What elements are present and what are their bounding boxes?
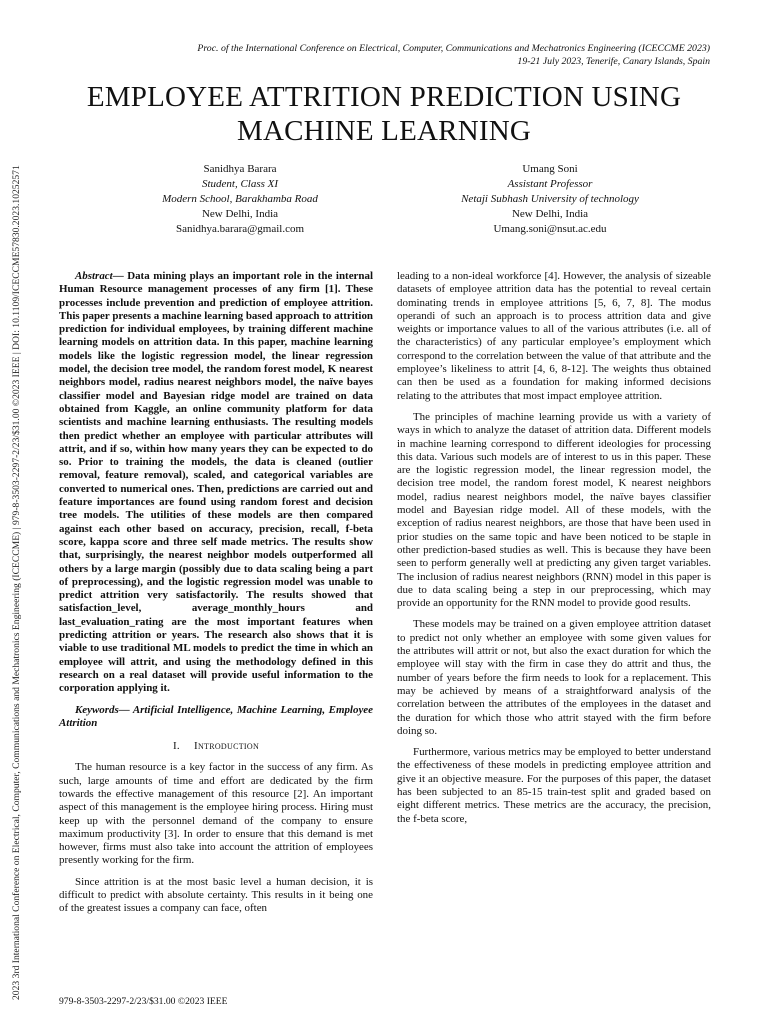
title-line-2: MACHINE LEARNING (237, 115, 531, 147)
abstract-dash: — (112, 270, 128, 282)
abstract (59, 270, 373, 696)
conference-line-1: Proc. of the International Conference on Electrical, Computer, Communications and Mechatronics Engineering (ICECCME 2023) (197, 43, 710, 54)
body-paragraph: These models may be trained on a given employee attrition dataset to predict not only whether an employee with some given values for the attributes will attrit or not, but also the exact duration for which the employee will stay with the firm in case they do attrit and thus, the number of years before the firm needs to look for a replacement. This may be achieved by means of a straightforward analysis of the correlation between the attributes of the employees in the dataset and the duration for which those who attrit stayed with the firm before doing so. (397, 618, 711, 737)
body-paragraph: Since attrition is at the most basic level a human decision, it is difficult to predict with absolute certainty. This results in it being one of the greatest issues a company can face, often (59, 875, 373, 915)
body-paragraph: The human resource is a key factor in the success of any firm. As such, large amounts of time and effort are dedicated by the firm towards the effective management of this resource [2]. An important aspect of this management is the employee hiring process. Hiring must keep up with the personnel demand of the company to ensure maximum productivity [3]. In order to ensure that this demand is met however, firms must also take into account the attrition of employees presently working for the firm. (59, 761, 373, 867)
author-block-1 (110, 162, 370, 237)
abstract-text: Data mining plays an important role in the internal Human Resource management processes of any firm [1]. These processes include prevention and prediction of employee attrition. This paper presents a machine learning based approach to attrition prediction for individual employees, by training different machine learning models on attrition data. In this paper, machine learning models like the logistic regression model, the linear regression model, the decision tree model, the random forest model, K nearest neighbors model, radius nearest neighbors model, the naïve bayes classifier model and Bayesian ridge model are trained on data obtained from Kaggle, an online community platform for data scientists and machine learning enthusiasts. The resulting models then predict whether an employee with particular attributes will attrit, and if so, within how many years they can be expected to do so. Prior to training the models, the data is cleaned (outlier removal, feature removal), scaled, and categorical variables are converted to numerical ones. Then, predictions are carried out and feature importances are found using random forest and decision tree models. The utilities of these models are then compared against each other based on accuracy, precision, recall, f-beta score, kappa score and three self made metrics. The results show that, surprisingly, the nearest neighbor models outperformed all others by a large margin (possibly due to data scaling being a part of preprocessing), and the logistic regression model was unable to predict attrition very satisfactorily. The results showed that satisfaction_level, average_monthly_hours and last_evaluation_rating are the most important features when predicting attrition or years. The research also shows that it is viable to use traditional ML models to predict the time in which an employee will attrit, and using the methodology defined in this research on a real dataset will provide useful information to the corporation applying it. (59, 270, 373, 695)
body-paragraph: Furthermore, various metrics may be employed to better understand the effectiveness of these models in predicting employee attrition and give it an objective measure. For the purposes of this paper, the dataset has been subjected to an 85-15 train-test split and graded based on eight different metrics. These metrics are the accuracy, the precision, the f-beta score, (397, 746, 711, 825)
section-number: I. (172, 740, 180, 753)
paper-title (40, 80, 728, 148)
doi-side-strip: 2023 3rd International Conference on Electrical, Computer, Communications and Mechatronics Engineering (ICECCME) | 979-8-3503-2297-2/23/$31.00 ©2023 IEEE | DOI: 10.1109/ICECCME57830.2023.10252571 (11, 165, 22, 1000)
author-role: Assistant Professor (507, 178, 593, 190)
body-paragraph: leading to a non-ideal workforce [4]. However, the analysis of sizeable datasets of employee attrition data has the potential to reveal certain dominating trends in employee attritions [5, 6, 7, 8]. The modus operandi of such an approach is to process attrition data and give weights or importance values to all of the various attributes (i.e. all of the characteristics) of any particular employee’s employment which correspond to the correlation between the value of that attribute and the employee’s likeliness to attrit [4, 6, 8-12]. The weights thus obtained can then be used as a foundation for making informed decisions relating to the attributes that most impact employee attrition. (397, 270, 711, 402)
keywords-text: Artificial Intelligence, Machine Learning, Employee Attrition (59, 703, 374, 729)
abstract-label: Abstract (75, 270, 113, 282)
section-heading-introduction (59, 740, 373, 753)
author-email: Sanidhya.barara@gmail.com (175, 223, 305, 235)
conference-header (197, 42, 710, 68)
author-location: New Delhi, India (201, 208, 279, 220)
conference-line-2: 19-21 July 2023, Tenerife, Canary Islands, Spain (517, 56, 710, 67)
author-affiliation: Modern School, Barakhamba Road (162, 193, 318, 205)
author-block-2 (410, 162, 690, 237)
author-location: New Delhi, India (511, 208, 589, 220)
author-role: Student, Class XI (201, 178, 279, 190)
section-title: Introduction (193, 740, 260, 753)
author-name: Umang Soni (522, 163, 578, 175)
right-column (397, 270, 711, 834)
keywords (59, 704, 373, 731)
title-line-1: EMPLOYEE ATTRITION PREDICTION USING (86, 81, 682, 113)
author-name: Sanidhya Barara (203, 163, 277, 175)
body-paragraph: The principles of machine learning provide us with a variety of ways in which to analyze the dataset of attrition data. Different models in machine learning correspond to different ideologies for processing this data. Various such models are of interest to us in this paper. These are the logistic regression model, the linear regression model, the decision tree model, the random forest model, K nearest neighbors model, radius nearest neighbors model, the naïve bayes classifier model and Bayesian ridge model. All of these models, with the exception of radius nearest neighbors, are those that have been used in prior studies on the same topic and have been noticed to be staple in other prediction-based studies as well. This is because they have been seen to perform generally well at predicting any given target variables. The inclusion of radius nearest neighbors (RNN) model in this paper is due to data scaling being a step in our preprocessing, which may provide an opportunity for the RNN model to provide good results. (397, 410, 711, 610)
author-email: Umang.soni@nsut.ac.edu (493, 223, 607, 235)
page-footer: 979-8-3503-2297-2/23/$31.00 ©2023 IEEE (59, 996, 228, 1007)
left-column (59, 270, 373, 924)
author-affiliation: Netaji Subhash University of technology (461, 193, 639, 205)
keywords-label: Keywords— (75, 703, 133, 716)
